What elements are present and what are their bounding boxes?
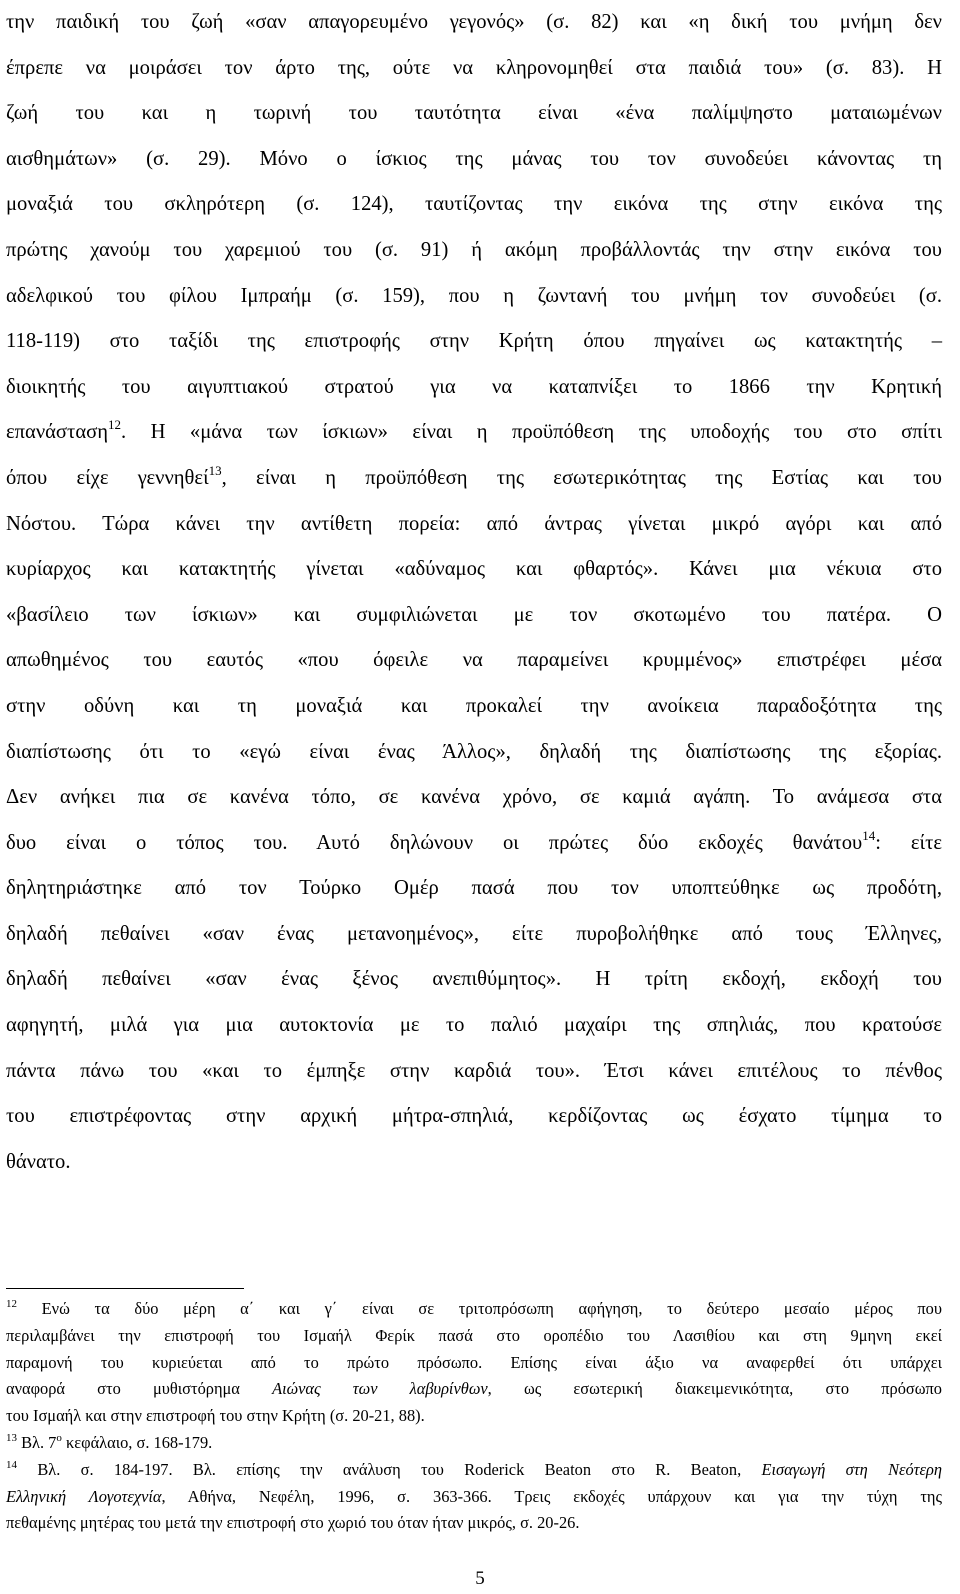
footnote-12-line: παραμονή του κυριεύεται από το πρώτο πρόσωπο. Επίσης είναι άξιο να αναφερθεί ότι υπάρχει bbox=[6, 1352, 942, 1372]
footnote-text: αναφορά στο μυθιστόρημα bbox=[6, 1379, 273, 1399]
footnote-number: 14 bbox=[6, 1458, 17, 1471]
text-span: όπου είχε γεννηθεί bbox=[6, 466, 209, 489]
text-line: ζωή του και η τωρινή του ταυτότητα είναι «ένα παλίμψηστο ματαιωμένων bbox=[6, 102, 942, 125]
text-line: του επιστρέφοντας στην αρχική μήτρα-σπηλιά, κερδίζοντας ως έσχατο τίμημα το bbox=[6, 1105, 942, 1128]
footnote-text: κεφάλαιο, σ. 168-179. bbox=[61, 1432, 213, 1452]
text-line: αφηγητή, μιλά για μια αυτοκτονία με το παλιό μαχαίρι της σπηλιάς, που κρατούσε bbox=[6, 1014, 942, 1037]
footnote-text: , Αθήνα, Νεφέλη, 1996, σ. 363-366. Τρεις εκδοχές υπάρχουν και για την τύχη της bbox=[161, 1486, 942, 1506]
footnote-12-line bbox=[6, 1376, 942, 1403]
text-line bbox=[6, 456, 942, 502]
text-line bbox=[6, 821, 942, 867]
text-line: αισθημάτων» (σ. 29). Μόνο ο ίσκιος της μάνας του τον συνοδεύει κάνοντας τη bbox=[6, 147, 942, 170]
text-line: θάνατο. bbox=[6, 1150, 71, 1173]
text-line: δηλητηριάστηκε από τον Τούρκο Ομέρ πασά που τον υποπτεύθηκε ως προδότη, bbox=[6, 877, 942, 900]
footnote-12-line: του Ισμαήλ και στην επιστροφή του στην Κρήτη (σ. 20-21, 88). bbox=[6, 1406, 425, 1426]
footnote-text: Ενώ τα δύο μέρη α΄ και γ΄ είναι σε τριτοπρόσωπη αφήγηση, το δεύτερο μεσαίο μέρος που bbox=[41, 1299, 942, 1318]
footnote-14-line bbox=[6, 1484, 942, 1511]
footnote-14-line: πεθαμένης μητέρας του μετά την επιστροφή στο χωριό του όταν ήταν μικρός, σ. 20-26. bbox=[6, 1513, 580, 1533]
text-line: δηλαδή πεθαίνει «σαν ένας ξένος ανεπιθύμητος». Η τρίτη εκδοχή, εκδοχή του bbox=[6, 968, 942, 991]
text-line: δηλαδή πεθαίνει «σαν ένας μετανοημένος», είτε πυροβολήθηκε από τους Έλληνες, bbox=[6, 922, 942, 945]
footnote-number: 12 bbox=[6, 1298, 17, 1310]
text-span: επανάσταση bbox=[6, 421, 108, 444]
text-line: μοναξιά του σκληρότερη (σ. 124), ταυτίζοντας την εικόνα της στην εικόνα της bbox=[6, 193, 942, 216]
footnote-13-line bbox=[6, 1430, 942, 1457]
text-span: , είναι η προϋπόθεση της εσωτερικότητας της Εστίας και του bbox=[221, 466, 942, 489]
text-line: διαπίστωσης ότι το «εγώ είναι ένας Άλλος», δηλαδή της διαπίστωσης της εξορίας. bbox=[6, 740, 942, 763]
footnote-text: , ως εσωτερική διακειμενικότητα, στο πρόσωπο bbox=[487, 1379, 942, 1399]
footnote-12-line bbox=[6, 1296, 942, 1323]
text-line: κυρίαρχος και κατακτητής γίνεται «αδύναμος και φθαρτός». Κάνει μια νέκυια στο bbox=[6, 558, 942, 581]
text-line: «βασίλειο των ίσκιων» και συμφιλιώνεται με τον σκοτωμένο του πατέρα. Ο bbox=[6, 603, 942, 626]
text-line: στην οδύνη και τη μοναξιά και προκαλεί την ανοίκεια παραδοξότητα της bbox=[6, 694, 942, 717]
text-line: έπρεπε να μοιράσει τον άρτο της, ούτε να κληρονομηθεί στα παιδιά του» (σ. 83). Η bbox=[6, 56, 942, 79]
footnote-separator bbox=[6, 1288, 244, 1289]
text-line: Δεν ανήκει πια σε κανένα τόπο, σε κανένα χρόνο, σε καμιά αγάπη. Το ανάμεσα στα bbox=[6, 786, 942, 809]
text-span: . Η «μάνα των ίσκιων» είναι η προϋπόθεση της υποδοχής του στο σπίτι bbox=[120, 421, 942, 444]
text-line: την παιδική του ζωή «σαν απαγορευμένο γεγονός» (σ. 82) και «η δική του μνήμη δεν bbox=[6, 11, 942, 33]
ordinal-indicator: ο bbox=[56, 1431, 62, 1444]
book-title: Αιώνας των λαβυρίνθων bbox=[272, 1379, 488, 1399]
text-line bbox=[6, 410, 942, 456]
book-title: Εισαγωγή στη Νεότερη bbox=[761, 1459, 942, 1479]
text-line: απωθημένος του εαυτός «που όφειλε να παραμείνει κρυμμένος» επιστρέφει μέσα bbox=[6, 649, 942, 672]
footnotes bbox=[6, 1296, 942, 1537]
footnote-text: Βλ. σ. 184-197. Βλ. επίσης την ανάλυση του Roderick Beaton στο R. Beaton, bbox=[17, 1459, 762, 1479]
footnote-ref-14[interactable]: 14 bbox=[862, 827, 876, 843]
book-title: Ελληνική Λογοτεχνία bbox=[6, 1486, 162, 1506]
main-text bbox=[6, 0, 942, 1185]
footnote-ref-12[interactable]: 12 bbox=[107, 417, 121, 433]
text-line: Νόστου. Τώρα κάνει την αντίθετη πορεία: από άντρας γίνεται μικρό αγόρι και από bbox=[6, 512, 942, 535]
footnote-14-line bbox=[6, 1457, 942, 1484]
text-line: πρώτης χανούμ του χαρεμιού του (σ. 91) ή ακόμη προβάλλοντάς την στην εικόνα του bbox=[6, 238, 942, 261]
text-line: πάντα πάνω του «και το έμπηξε στην καρδιά του». Έτσι κάνει επιτέλους το πένθος bbox=[6, 1059, 942, 1082]
footnote-ref-13[interactable]: 13 bbox=[208, 462, 222, 478]
text-line: αδελφικού του φίλου Ιμπραήμ (σ. 159), που η ζωντανή του μνήμη τον συνοδεύει (σ. bbox=[6, 284, 942, 307]
footnote-number: 13 bbox=[6, 1431, 17, 1444]
footnote-12-line: περιλαμβάνει την επιστροφή του Ισμαήλ Φερίκ πασά στο οροπέδιο του Λασιθίου και στη 9μηνη εκεί bbox=[6, 1325, 942, 1345]
text-line: διοικητής του αιγυπτιακού στρατού για να καταπνίξει το 1866 την Κρητική bbox=[6, 375, 942, 398]
footnote-text: Βλ. 7 bbox=[17, 1432, 57, 1452]
text-span: : είτε bbox=[875, 831, 943, 854]
text-line: 118-119) στο ταξίδι της επιστροφής στην Κρήτη όπου πηγαίνει ως κατακτητής – bbox=[6, 330, 942, 353]
page-number: 5 bbox=[475, 1568, 485, 1589]
text-span: δυο είναι ο τόπος του. Αυτό δηλώνουν οι πρώτες δύο εκδοχές θανάτου bbox=[6, 831, 863, 854]
